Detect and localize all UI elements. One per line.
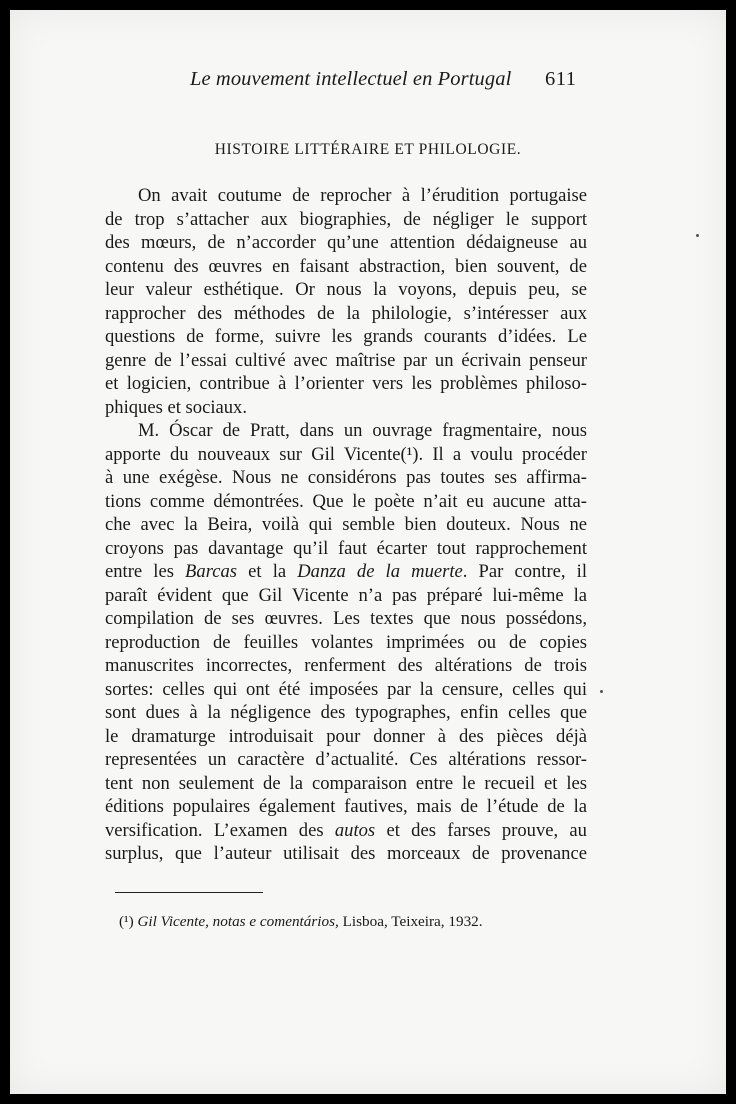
text-fragment: et des farses prouve, au	[375, 819, 587, 841]
footnote-divider	[115, 892, 263, 893]
text-line: sont dues à la négligence des typographes, enfin celles que	[105, 702, 587, 723]
scan-speck	[600, 690, 603, 693]
text-line: manuscrites incorrectes, renferment des altérations de trois	[105, 655, 587, 676]
text-line: éditions populaires également fautives, mais de l’étude de la	[105, 796, 587, 817]
text-line: sortes: celles qui ont été imposées par la censure, celles qui	[105, 678, 587, 700]
text-line: contenu des œuvres en faisant abstraction, bien souvent, de	[105, 255, 587, 277]
text-line: paraît évident que Gil Vicente n’a pas préparé lui-même la	[105, 584, 587, 606]
text-line: On avait coutume de reprocher à l’érudition portugaise	[138, 185, 587, 206]
text-line	[105, 443, 587, 467]
text-line: de trop s’attacher aux biographies, de négliger le support	[105, 208, 587, 230]
text-line: et logicien, contribue à l’orienter vers les problèmes philoso-	[105, 373, 587, 394]
text-line: questions de forme, suivre les grands courants d’idées. Le	[105, 326, 587, 347]
text-line: surplus, que l’auteur utilisait des morceaux de provenance	[105, 843, 587, 864]
text-fragment: entre les	[105, 561, 186, 582]
text-fragment: . Par contre, il	[462, 561, 587, 582]
text-line: leur valeur esthétique. Or nous la voyons, depuis peu, se	[105, 279, 587, 300]
text-line: phiques et sociaux.	[105, 396, 248, 418]
footnote-title: Gil Vicente, notas e comentários,	[137, 913, 339, 930]
footnote-marker: (¹)	[119, 913, 134, 930]
footnote	[119, 913, 483, 931]
text-line: le dramaturge introduisait pour donner à des pièces déjà	[105, 725, 587, 747]
text-fragment: versification. L’examen des	[105, 819, 335, 841]
text-line: croyons pas davantage qu’il faut écarter tout rapprochement	[105, 537, 587, 559]
work-title-barcas: Barcas	[185, 561, 238, 582]
text-fragment: . Il a voulu procéder	[418, 443, 587, 465]
running-head	[10, 68, 726, 98]
footnote-reference[interactable]: (¹)	[400, 443, 419, 465]
text-line: representées un caractère d’actualité. Ces altérations ressor-	[105, 749, 587, 770]
body-text	[105, 184, 587, 866]
text-line: M. Óscar de Pratt, dans un ouvrage fragmentaire, nous	[138, 420, 587, 441]
text-line: genre de l’essai cultivé avec maîtrise par un écrivain penseur	[105, 349, 587, 371]
section-heading: HISTOIRE LITTÉRAIRE ET PHILOLOGIE.	[214, 141, 522, 158]
text-line: des mœurs, de n’accorder qu’une attention dédaigneuse au	[105, 232, 587, 253]
text-line: rapprocher des méthodes de la philologie, s’intéresser aux	[105, 302, 587, 324]
term-autos: autos	[334, 819, 376, 841]
text-line: à une exégèse. Nous ne considérons pas toutes ses affirma-	[105, 467, 587, 488]
footnote-text: Lisboa, Teixeira, 1932.	[338, 913, 483, 930]
running-title: Le mouvement intellectuel en Portugal	[190, 68, 512, 90]
text-line: compilation de ses œuvres. Les textes que nous possédons,	[105, 608, 587, 629]
text-line: tent non seulement de la comparaison entre le recueil et les	[105, 772, 587, 794]
text-line	[105, 560, 587, 584]
text-line: tions comme démontrées. Que le poète n’ait eu aucune atta-	[105, 490, 587, 512]
text-line: reproduction de feuilles volantes imprimées ou de copies	[105, 631, 587, 653]
text-fragment: apporte du nouveaux sur Gil Vicente	[105, 443, 401, 465]
book-page	[10, 10, 726, 1094]
page-number: 611	[545, 68, 577, 90]
work-title-danza: Danza de la muerte	[297, 561, 463, 582]
text-line: che avec la Beira, voilà qui semble bien douteux. Nous ne	[105, 514, 587, 535]
text-fragment: et la	[237, 561, 298, 582]
scan-speck	[696, 234, 699, 237]
text-line	[105, 819, 587, 843]
